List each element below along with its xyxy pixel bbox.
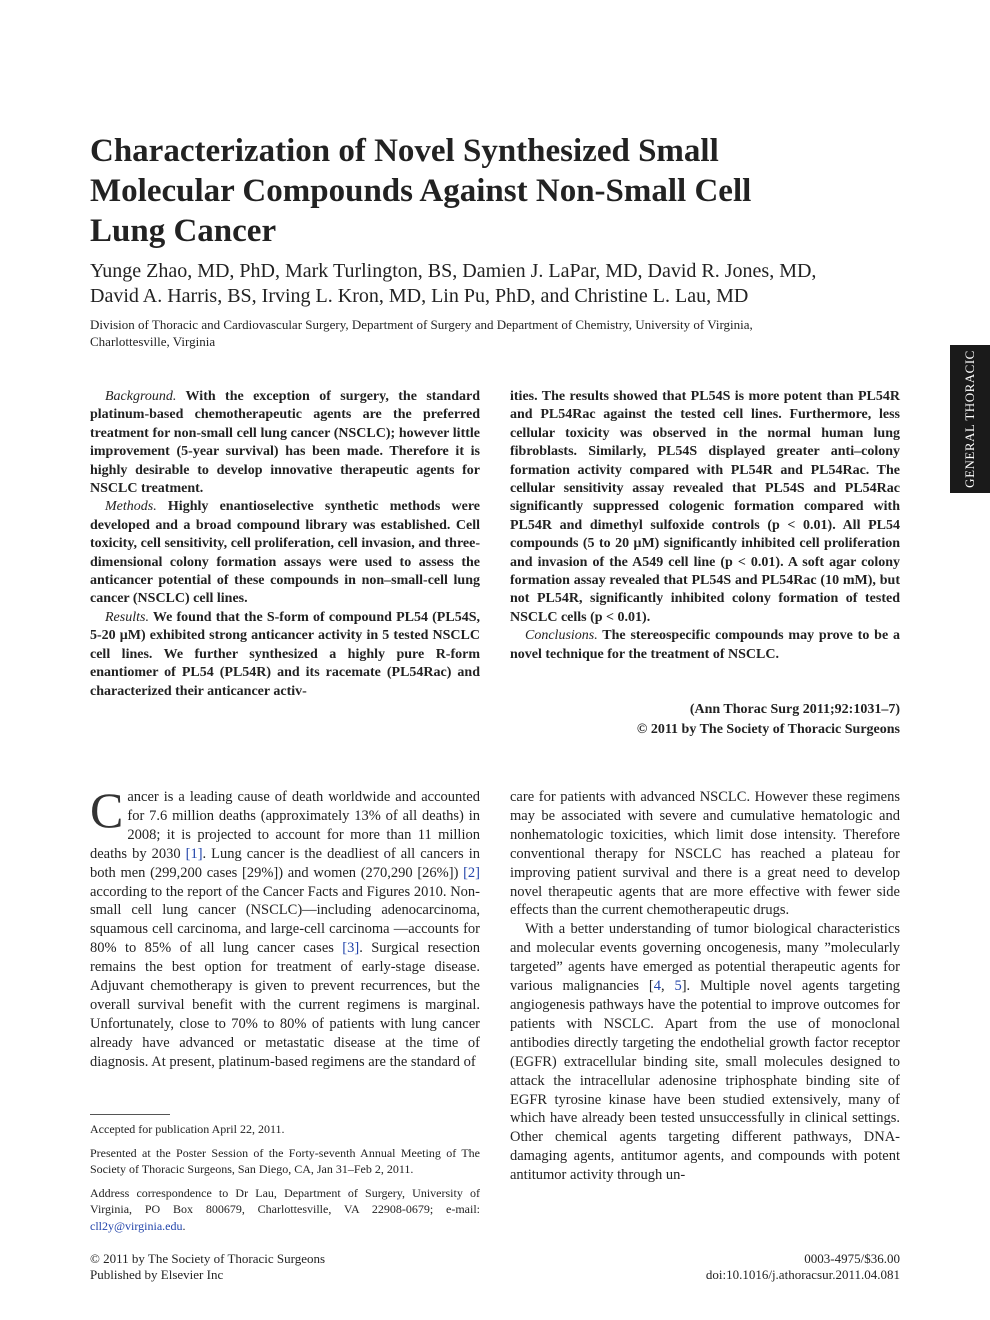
reference-link[interactable]: [1]	[185, 845, 203, 862]
section-tab-label: GENERAL THORACIC	[962, 350, 977, 488]
footer-right	[510, 1251, 900, 1283]
author-list	[90, 259, 910, 309]
journal-citation: (Ann Thorac Surg 2011;92:1031–7)	[689, 702, 900, 717]
methods-text: Highly enantioselective synthetic methods were developed and a broad compound library was established. Cell toxicity, cell sensitivity, cell proliferation, cell invasion, and three-dimensional colony formation assays were used to assess the anticancer potential of these compounds in non–small-cell lung cancer (NSCLC) cell lines.	[90, 499, 480, 607]
ref-separator: ,	[660, 978, 675, 995]
footer-copyright: © 2011 by The Society of Thoracic Surgeons	[90, 1251, 326, 1266]
abstract-right-column	[510, 388, 900, 664]
body-paragraph	[510, 920, 900, 1185]
background-label: Background.	[105, 389, 177, 404]
body-text: according to the report of the Cancer Facts and Figures 2010. Non-small cell lung cancer (NSCLC)—including adenocarcinoma, squamous cell carcinoma, and large-cell carcinoma —accounts for 80% to 85% of all lung cancer cases	[90, 883, 480, 957]
affiliation	[90, 316, 890, 350]
reference-link[interactable]: 4	[653, 978, 661, 995]
footer-publisher: Published by Elsevier Inc	[90, 1267, 224, 1282]
title-line: Molecular Compounds Against Non-Small Cell	[90, 173, 752, 209]
footnote-divider	[90, 1114, 170, 1115]
abstract-methods	[90, 498, 480, 608]
abstract-copyright: © 2011 by The Society of Thoracic Surgeons	[636, 722, 900, 737]
author-line: David A. Harris, BS, Irving L. Kron, MD, Lin Pu, PhD, and Christine L. Lau, MD	[90, 285, 749, 307]
affiliation-line: Charlottesville, Virginia	[90, 334, 216, 349]
reference-link[interactable]: 5	[674, 978, 682, 995]
body-text: . Surgical resection remains the best option for treatment of early-stage disease. Adjuvant chemotherapy is given to prevent recurrences, but the overall survival benefit with the current regimens is marginal. Unfortunately, close to 70% to 80% of patients with lung cancer already have advanced or metastatic disease at the time of diagnosis. At present, platinum-based regimens are the standard of	[90, 940, 480, 1070]
body-text: ]. Multiple novel agents targeting angiogenesis pathways have the potential to improve outcomes for patients with NSCLC. Apart from the use of monoclonal antibodies directly targeting the endothelial growth factor receptor (EGFR) extracellular binding site, small molecules designed to attack the intracellular adenosine triphosphate binding site of EGFR tyrosine kinase have been studied extensively, many of which have already been tested unsuccessfully in clinical settings. Other chemical agents targeting different pathways, DNA-damaging agents, antitumor agents, and compounds with potent antitumor activity through un-	[510, 978, 901, 1184]
body-text: . Lung cancer is the deadliest of all cancers in both men (299,200 cases [29%]) and women (270,290 [26%])	[90, 845, 480, 881]
results-label: Results.	[105, 609, 149, 625]
abstract-results-continued: ities. The results showed that PL54S is more potent than PL54R and PL54Rac against the tested cell lines. Furthermore, less cellular toxicity was observed in the normal human lung fibroblasts. Similarly, PL54S displayed greater anti–colony formation activity compared with PL54R and PL54Rac. The cellular sensitivity assay revealed that PL54S and PL54Rac significantly suppressed cologenic formation compared with PL54R and dimethyl sulfoxide controls (p < 0.01). All PL54 compounds (5 to 20 μM) significantly inhibited cell proliferation and invasion of the A549 cell line (p < 0.01). A soft agar colony formation assay revealed that PL54S and PL54Rac (10 mM), but not PL54R, significantly inhibited colony formation of tested NSCLC cells (p < 0.01).	[510, 389, 900, 625]
citation-block	[510, 700, 900, 740]
footer-doi: doi:10.1016/j.athoracsur.2011.04.081	[705, 1267, 900, 1282]
footer-issn: 0003-4975/$36.00	[804, 1251, 900, 1266]
body-text: With a better understanding of tumor biological characteristics and molecular events governing oncogenesis, many ”molecularly targeted” agents have emerged as potential therapeutic agents for various malignancies [	[510, 921, 900, 995]
footnotes	[90, 1121, 480, 1241]
affiliation-line: Division of Thoracic and Cardiovascular Surgery, Department of Surgery and Department of Chemistry, University of Virginia,	[90, 317, 753, 332]
background-text: With the exception of surgery, the standard platinum-based chemotherapeutic agents are the preferred treatment for non-small cell lung cancer (NSCLC); however little improvement (5-year survival) has been made. Therefore it is highly desirable to develop innovative therapeutic agents for NSCLC treatment.	[90, 389, 480, 497]
abstract-results	[90, 609, 480, 701]
title-line: Lung Cancer	[90, 213, 277, 249]
body-paragraph	[90, 782, 480, 1072]
drop-cap: C	[90, 782, 124, 838]
section-side-tab	[950, 345, 990, 493]
conclusions-text: The stereospecific compounds may prove to be a novel technique for the treatment of NSCLC.	[510, 628, 900, 662]
conclusions-label: Conclusions.	[525, 628, 598, 644]
body-text: ancer is a leading cause of death worldwide and accounted for 7.6 million deaths (approximately 13% of all deaths) in 2008; it is projected to account for more than 11 million deaths by 2030	[90, 789, 480, 862]
reference-link[interactable]: [2]	[463, 864, 480, 881]
abstract-left-column	[90, 388, 480, 701]
reference-link[interactable]: [3]	[342, 940, 360, 957]
methods-label: Methods.	[105, 499, 157, 515]
abstract-conclusions	[510, 627, 900, 664]
footnote-presented: Presented at the Poster Session of the Forty-seventh Annual Meeting of The Society of Thoracic Surgeons, San Diego, CA, Jan 31–Feb 2, 2011.	[90, 1145, 480, 1176]
body-left-column	[90, 782, 480, 1072]
footnote-accepted: Accepted for publication April 22, 2011.	[90, 1122, 285, 1136]
title-line: Characterization of Novel Synthesized Small	[90, 133, 719, 169]
author-line: Yunge Zhao, MD, PhD, Mark Turlington, BS, Damien J. LaPar, MD, David R. Jones, MD,	[90, 260, 817, 282]
body-paragraph: care for patients with advanced NSCLC. However these regimens may be associated with severe and cumulative hematologic and nonhematologic toxicities, which limit dose intensity. Therefore conventional therapy for NSCLC has reached a plateau for improving patient survival and there is a great need to develop novel therapeutic agents that are more effective with fewer side effects than the current chemotherapeutic drugs.	[510, 789, 900, 919]
body-right-column	[510, 788, 900, 1185]
email-link[interactable]: cll2y@virginia.edu	[90, 1218, 183, 1233]
footnote-period: .	[182, 1218, 186, 1233]
article-title	[90, 131, 880, 251]
footer-left	[90, 1251, 480, 1283]
footnote-correspondence	[90, 1185, 480, 1235]
correspondence-text: Address correspondence to Dr Lau, Department of Surgery, University of Virginia, PO Box 800679, Charlottesville, VA 22908-0679; e-mail:	[90, 1185, 480, 1216]
results-text: We found that the S-form of compound PL54 (PL54S, 5-20 μM) exhibited strong anticancer activity in 5 tested NSCLC cell lines. We further synthesized a highly pure R-form enantiomer of PL54 (PL54R) and its racemate (PL54Rac) and characterized their anticancer activ-	[90, 609, 480, 699]
abstract-background	[90, 388, 480, 498]
